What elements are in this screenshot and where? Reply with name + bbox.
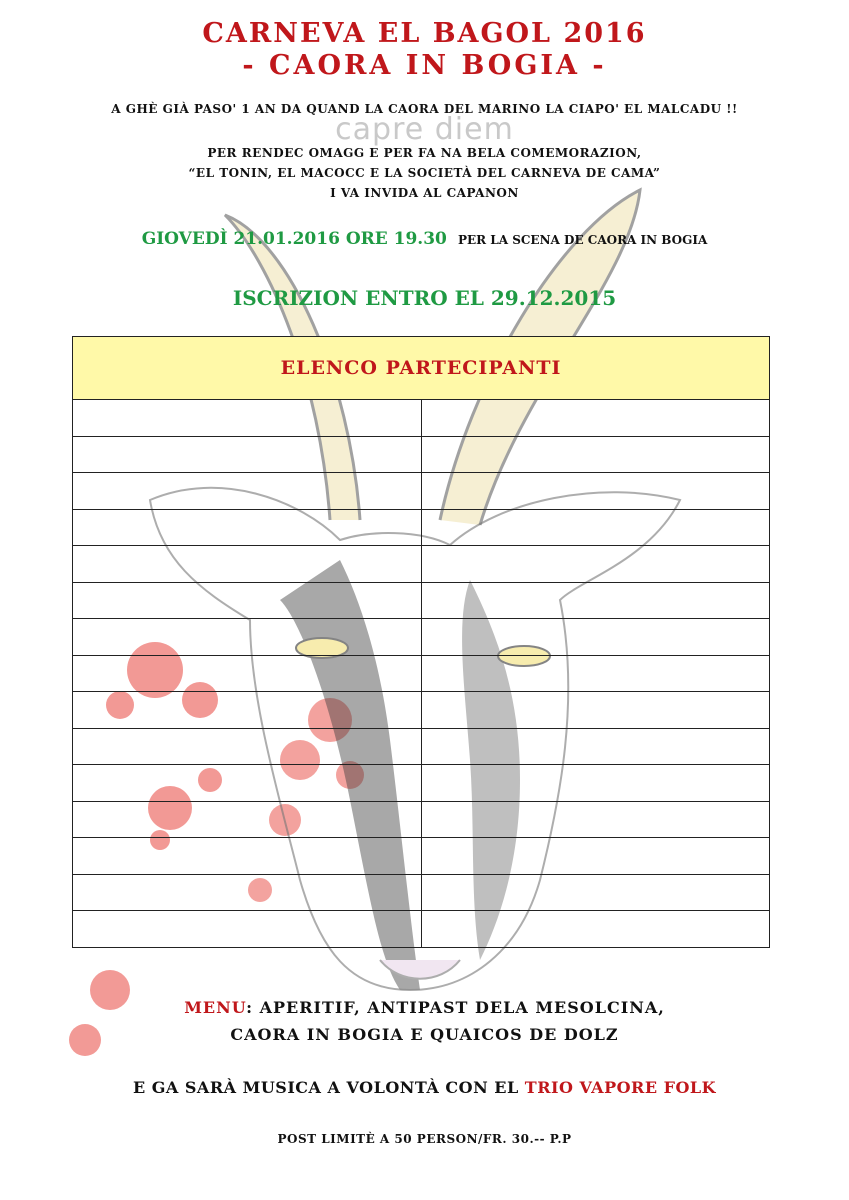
table-row (73, 801, 770, 838)
participant-cell[interactable] (421, 765, 770, 802)
participant-cell[interactable] (421, 911, 770, 948)
participant-cell[interactable] (421, 874, 770, 911)
participant-cell[interactable] (421, 436, 770, 473)
table-row (73, 692, 770, 729)
participant-cell[interactable] (421, 655, 770, 692)
event-date: GIOVEDÌ 21.01.2016 ORE 19.30 (141, 229, 447, 249)
title-line-1: CARNEVA EL BAGOL 2016 (202, 18, 647, 49)
table-row (73, 874, 770, 911)
table-row (73, 473, 770, 510)
participant-cell[interactable] (421, 728, 770, 765)
menu-label: MENU (184, 998, 247, 1017)
participant-cell[interactable] (73, 801, 422, 838)
table-row (73, 655, 770, 692)
table-row (73, 436, 770, 473)
participant-cell[interactable] (73, 874, 422, 911)
participant-cell[interactable] (73, 765, 422, 802)
table-row (73, 911, 770, 948)
table-row (73, 838, 770, 875)
table-row (73, 400, 770, 437)
participant-cell[interactable] (73, 692, 422, 729)
participants-rows (73, 400, 770, 948)
footer-note: POST LIMITÈ A 50 PERSON/FR. 30.-- P.P (277, 1132, 572, 1146)
participant-cell[interactable] (73, 728, 422, 765)
band-name: TRIO VAPORE FOLK (524, 1078, 717, 1097)
participant-cell[interactable] (73, 509, 422, 546)
participant-cell[interactable] (421, 509, 770, 546)
menu-line-1 (0, 998, 849, 1017)
table-row (73, 582, 770, 619)
participant-cell[interactable] (421, 801, 770, 838)
music-line (0, 1078, 849, 1097)
participant-cell[interactable] (73, 582, 422, 619)
participant-cell[interactable] (73, 655, 422, 692)
participants-table (72, 336, 770, 948)
participant-cell[interactable] (73, 619, 422, 656)
music-text: E GA SARÀ MUSICA A VOLONTÀ CON EL (132, 1078, 525, 1097)
participant-cell[interactable] (73, 546, 422, 583)
table-row (73, 546, 770, 583)
menu-line-2: CAORA IN BOGIA E QUAICOS DE DOLZ (230, 1025, 619, 1044)
invite-line-2: “EL TONIN, EL MACOCC E LA SOCIETÀ DEL CARNEVA DE CAMA” (188, 166, 661, 180)
participant-cell[interactable] (421, 692, 770, 729)
participant-cell[interactable] (73, 838, 422, 875)
participant-cell[interactable] (73, 400, 422, 437)
registration-deadline: ISCRIZION ENTRO EL 29.12.2015 (232, 286, 617, 310)
menu-items-1: : APERITIF, ANTIPAST DELA MESOLCINA, (246, 998, 665, 1017)
invite-line-1: PER RENDEC OMAGG E PER FA NA BELA COMEMORAZION, (207, 146, 642, 160)
participant-cell[interactable] (421, 838, 770, 875)
invite-line-3: I VA INVIDA AL CAPANON (330, 186, 519, 200)
event-purpose: PER LA SCENA DE CAORA IN BOGIA (457, 233, 708, 247)
table-row (73, 765, 770, 802)
watermark: capre diem (335, 112, 514, 147)
participant-cell[interactable] (421, 473, 770, 510)
table-row (73, 619, 770, 656)
table-row (73, 509, 770, 546)
participant-cell[interactable] (421, 582, 770, 619)
intro-line: A GHÈ GIÀ PASO' 1 AN DA QUAND LA CAORA DEL MARINO LA CIAPO' EL MALCADU !! (111, 102, 738, 116)
participant-cell[interactable] (73, 436, 422, 473)
participant-cell[interactable] (421, 619, 770, 656)
table-header: ELENCO PARTECIPANTI (73, 337, 770, 400)
participant-cell[interactable] (73, 473, 422, 510)
event-line (0, 229, 849, 249)
table-row (73, 728, 770, 765)
participant-cell[interactable] (421, 546, 770, 583)
title-line-2: - CAORA IN BOGIA - (242, 50, 607, 81)
participant-cell[interactable] (73, 911, 422, 948)
participant-cell[interactable] (421, 400, 770, 437)
